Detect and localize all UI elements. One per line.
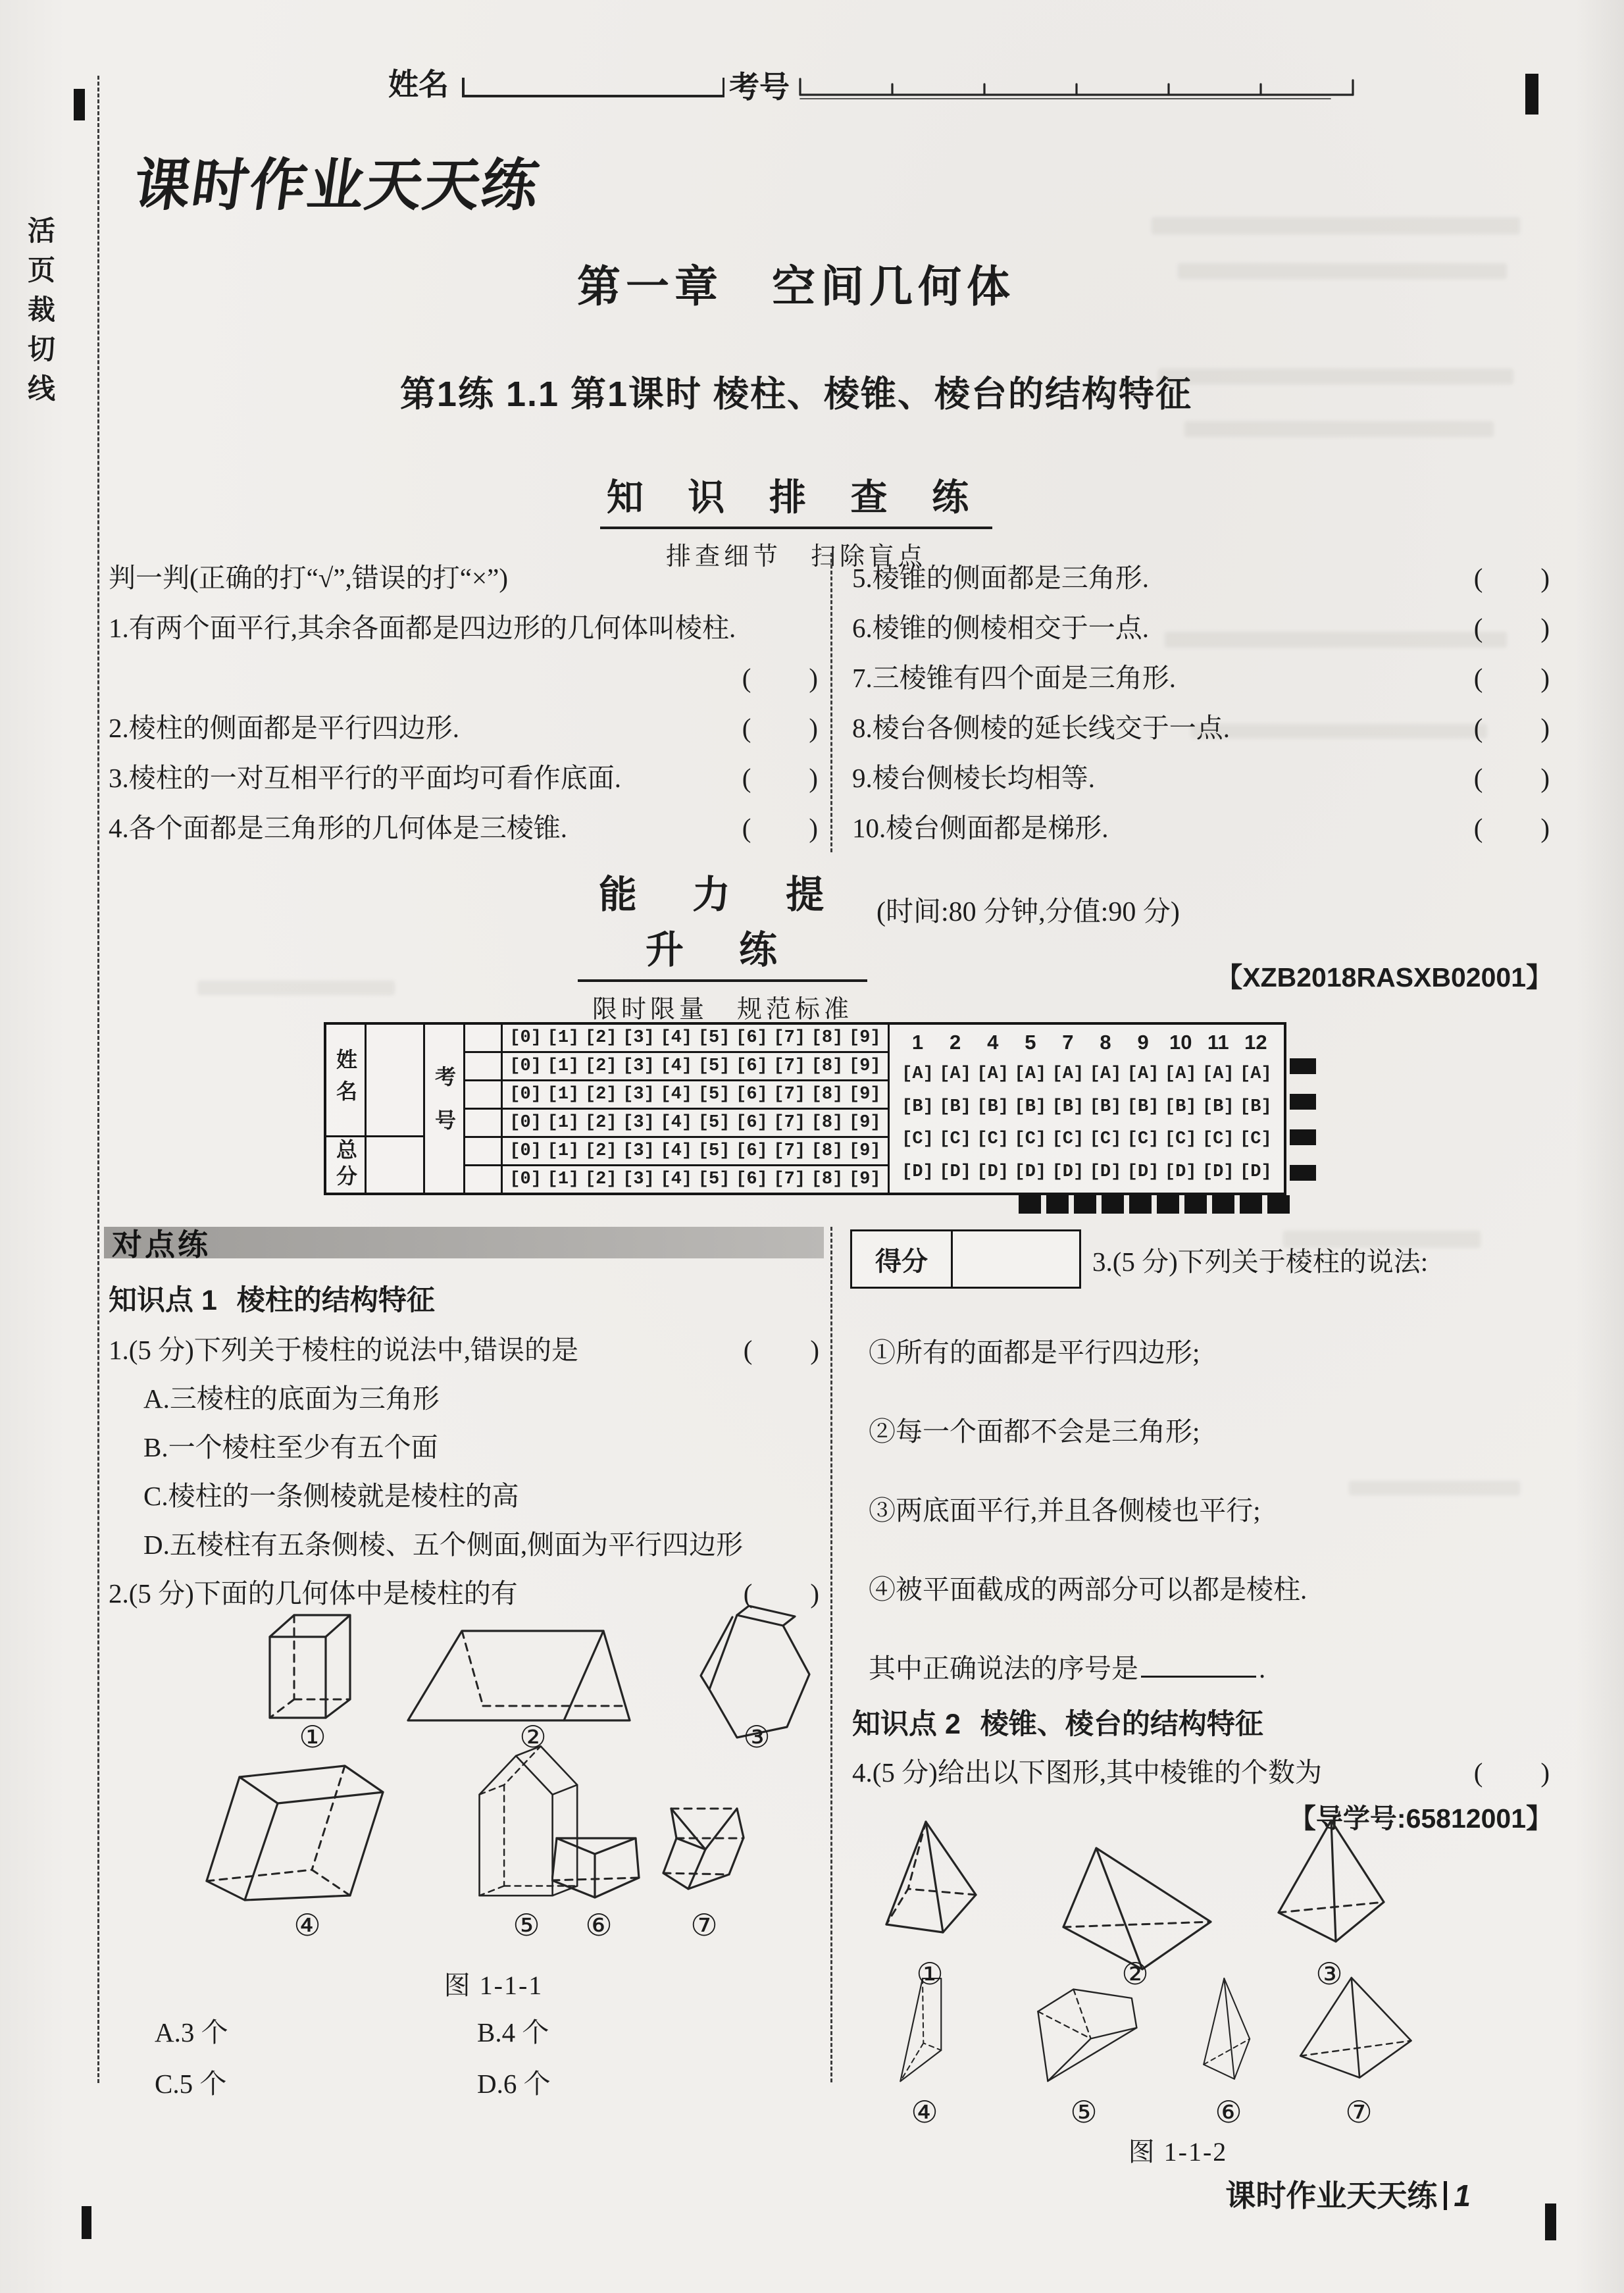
judge-question xyxy=(852,761,1551,811)
answer-brackets[interactable]: ( ) xyxy=(1473,713,1551,743)
digit-write-cell[interactable] xyxy=(465,1081,503,1108)
digit-bubble[interactable]: [8] xyxy=(811,1028,844,1048)
question-text: 4.各个面都是三角形的几何体是三棱锥. xyxy=(109,813,567,843)
ability-subtitle: 限时限量 规范标准 xyxy=(592,996,853,1023)
prism-figure-1 xyxy=(260,1607,359,1720)
figure-item-label: ⑥ xyxy=(1215,2096,1242,2129)
digit-bubble[interactable]: [6] xyxy=(736,1141,768,1161)
answer-brackets[interactable]: ( ) xyxy=(742,813,819,843)
registration-mark xyxy=(1129,1195,1152,1214)
judge-question xyxy=(852,661,1551,711)
score-value-cell[interactable] xyxy=(953,1231,1079,1287)
digit-bubble[interactable]: [8] xyxy=(811,1113,844,1133)
option-bubble[interactable]: [A] xyxy=(939,1064,971,1084)
card-total-label: 总分 xyxy=(334,1139,357,1191)
digit-bubble-grid xyxy=(465,1025,890,1193)
kp2-label: 知识点 2 xyxy=(852,1709,961,1740)
option-bubble[interactable]: [B] xyxy=(1089,1096,1122,1117)
registration-mark xyxy=(1102,1195,1124,1214)
question-1-options xyxy=(143,1377,821,1572)
digit-row xyxy=(465,1110,888,1138)
ability-header xyxy=(578,863,867,1025)
choice-option: A.3 个 xyxy=(155,2017,228,2048)
digit-bubble[interactable]: [9] xyxy=(849,1113,881,1133)
footer-divider xyxy=(1444,2181,1447,2210)
digit-bubble[interactable]: [3] xyxy=(622,1056,655,1076)
registration-mark xyxy=(1267,1195,1290,1214)
choice-option: D.五棱柱有五条侧棱、五个侧面,侧面为平行四边形 xyxy=(143,1530,744,1560)
figure-item-label: ① xyxy=(299,1720,326,1754)
guide-number: 【导学号:65812001】 xyxy=(1288,1803,1553,1834)
digit-bubble[interactable]: [6] xyxy=(736,1085,768,1104)
digit-bubble[interactable]: [0] xyxy=(509,1028,542,1048)
question-number: 9 xyxy=(1137,1031,1149,1054)
option-bubble[interactable]: [D] xyxy=(901,1162,934,1183)
option-bubble[interactable]: [D] xyxy=(1164,1162,1197,1183)
option-row xyxy=(899,1123,1275,1156)
digit-bubble[interactable]: [0] xyxy=(509,1056,542,1076)
footer-brand: 课时作业天天练 xyxy=(1225,2178,1438,2213)
answer-brackets[interactable]: ( ) xyxy=(742,763,819,793)
option-bubble[interactable]: [D] xyxy=(1240,1162,1272,1183)
registration-mark xyxy=(1046,1195,1069,1214)
question-text: 9.棱台侧棱长均相等. xyxy=(852,763,1095,793)
digit-bubble[interactable]: [8] xyxy=(811,1056,844,1076)
answer-brackets[interactable]: ( ) xyxy=(1473,813,1551,843)
column-divider xyxy=(830,1227,832,2082)
lesson-title: 第1练 1.1 第1课时 棱柱、棱锥、棱台的结构特征 xyxy=(399,374,1193,414)
choice-option: A.三棱柱的底面为三角形 xyxy=(143,1383,440,1414)
option-bubble[interactable]: [A] xyxy=(1127,1064,1159,1084)
judge-question xyxy=(852,561,1551,611)
answer-brackets[interactable]: ( ) xyxy=(1473,763,1551,793)
registration-mark xyxy=(1290,1058,1316,1074)
option-bubble[interactable]: [C] xyxy=(977,1129,1009,1150)
option-bubble[interactable]: [B] xyxy=(1164,1096,1197,1117)
cut-line xyxy=(97,76,99,2083)
answer-brackets[interactable]: ( ) xyxy=(742,663,819,693)
question-text: 6.棱锥的侧棱相交于一点. xyxy=(852,613,1149,643)
digit-bubble[interactable]: [5] xyxy=(698,1056,730,1076)
digit-bubble[interactable]: [3] xyxy=(622,1141,655,1161)
pyramid-figure-6 xyxy=(1190,1976,1265,2082)
pyramid-figure-2 xyxy=(1058,1843,1216,1974)
student-name-label: 姓名 xyxy=(388,67,449,101)
prism-figure-6 xyxy=(551,1820,642,1902)
judge-question xyxy=(852,811,1551,861)
score-box xyxy=(850,1229,1081,1289)
digit-bubble[interactable]: [0] xyxy=(509,1170,542,1189)
kp2-title: 棱锥、棱台的结构特征 xyxy=(980,1709,1263,1740)
digit-bubble[interactable]: [4] xyxy=(660,1056,693,1076)
digit-bubble[interactable]: [9] xyxy=(849,1141,881,1161)
pyramid-figure-5 xyxy=(1008,1984,1156,2083)
fill-suffix: . xyxy=(1259,1653,1266,1684)
digit-write-cell[interactable] xyxy=(465,1025,503,1051)
digit-bubble[interactable]: [9] xyxy=(849,1028,881,1048)
ability-time-score: (时间:80 分钟,分值:90 分) xyxy=(876,897,1180,927)
digit-bubble[interactable]: [2] xyxy=(584,1085,617,1104)
question-number: 2 xyxy=(950,1031,961,1054)
column-divider xyxy=(830,553,832,852)
answer-brackets[interactable]: ( ) xyxy=(743,1335,821,1365)
digit-bubbles xyxy=(503,1025,888,1051)
knowledge-point-1 xyxy=(109,1278,435,1318)
fill-blank[interactable] xyxy=(1141,1669,1256,1678)
digit-bubble[interactable]: [4] xyxy=(660,1170,693,1189)
digit-bubble[interactable]: [1] xyxy=(547,1141,580,1161)
digit-bubble[interactable]: [7] xyxy=(773,1085,806,1104)
option-bubble[interactable]: [A] xyxy=(1089,1064,1122,1084)
digit-bubble[interactable]: [9] xyxy=(849,1170,881,1189)
digit-bubble[interactable]: [6] xyxy=(736,1028,768,1048)
option-bubble[interactable]: [B] xyxy=(1052,1096,1084,1117)
figure-item-label: ① xyxy=(916,1957,944,1991)
option-bubble[interactable]: [D] xyxy=(1127,1162,1159,1183)
kp1-title: 棱柱的结构特征 xyxy=(236,1285,435,1316)
answer-brackets[interactable]: ( ) xyxy=(1473,1757,1551,1788)
digit-bubble[interactable]: [9] xyxy=(849,1085,881,1104)
digit-bubble[interactable]: [1] xyxy=(547,1170,580,1189)
registration-mark xyxy=(1525,74,1538,115)
option-bubble[interactable]: [B] xyxy=(977,1096,1009,1117)
option-bubble[interactable]: [D] xyxy=(1052,1162,1084,1183)
registration-mark xyxy=(1212,1195,1234,1214)
question-text: 10.棱台侧面都是梯形. xyxy=(852,813,1109,843)
card-exam-label: 考号 xyxy=(432,1065,456,1152)
question-4 xyxy=(852,1751,1551,1790)
pyramid-figure-4 xyxy=(887,1976,959,2084)
digit-bubble[interactable]: [4] xyxy=(660,1028,693,1048)
question-text: 7.三棱锥有四个面是三角形. xyxy=(852,663,1176,693)
digit-bubble[interactable]: [6] xyxy=(736,1113,768,1133)
digit-bubble[interactable]: [2] xyxy=(584,1170,617,1189)
section-bar xyxy=(104,1227,824,1262)
digit-bubble[interactable]: [2] xyxy=(584,1028,617,1048)
statement-item: ③两底面平行,并且各侧棱也平行; xyxy=(869,1495,1261,1526)
option-bubble[interactable]: [A] xyxy=(1052,1064,1084,1084)
prism-figure-4 xyxy=(199,1761,416,1902)
option-bubble[interactable]: [C] xyxy=(1089,1129,1122,1150)
digit-bubble[interactable]: [3] xyxy=(622,1028,655,1048)
choice-option: D.6 个 xyxy=(477,2069,551,2099)
figure-item-label: ⑤ xyxy=(513,1909,540,1942)
page-footer xyxy=(1112,2172,1471,2215)
digit-bubble[interactable]: [0] xyxy=(509,1085,542,1104)
choice-option: B.4 个 xyxy=(477,2017,549,2048)
digit-bubble[interactable]: [7] xyxy=(773,1141,806,1161)
knowledge-check-header xyxy=(112,469,1481,572)
digit-bubble[interactable]: [5] xyxy=(698,1141,730,1161)
digit-bubble[interactable]: [1] xyxy=(547,1028,580,1048)
footer-page-number: 1 xyxy=(1454,2178,1471,2213)
option-bubble[interactable]: [C] xyxy=(1127,1129,1159,1150)
option-bubble[interactable]: [B] xyxy=(1127,1096,1159,1117)
option-bubble[interactable]: [D] xyxy=(1014,1162,1047,1183)
figure-item-label: ④ xyxy=(293,1909,321,1942)
question-number: 1 xyxy=(911,1031,924,1054)
answer-card xyxy=(324,1022,1286,1195)
question-number: 5 xyxy=(1025,1031,1036,1054)
option-bubble[interactable]: [D] xyxy=(977,1162,1009,1183)
judge-question-brackets-line xyxy=(109,661,819,711)
figure-item-label: ⑦ xyxy=(1345,2096,1373,2129)
knowledge-check-title: 知 识 排 查 练 xyxy=(600,469,992,529)
digit-bubbles xyxy=(503,1110,888,1136)
question-number: 7 xyxy=(1062,1031,1074,1054)
ability-code: 【XZB2018RASXB02001】 xyxy=(1215,962,1553,992)
answer-card-write-in[interactable] xyxy=(367,1025,425,1193)
digit-bubble[interactable]: [7] xyxy=(773,1028,806,1048)
figure-item-label: ⑤ xyxy=(1070,2096,1098,2129)
chapter-title: 第一章 空间几何体 xyxy=(577,262,1015,311)
pyramid-figure-1 xyxy=(878,1818,980,1940)
digit-bubble[interactable]: [8] xyxy=(811,1085,844,1104)
option-bubble[interactable]: [A] xyxy=(977,1064,1009,1084)
kp1-label: 知识点 1 xyxy=(109,1285,217,1316)
option-bubble[interactable]: [C] xyxy=(1014,1129,1047,1150)
option-bubble[interactable]: [A] xyxy=(901,1064,934,1084)
workbook-masthead: 课时作业天天练 xyxy=(130,154,544,217)
question-1-stem: 1.(5 分)下列关于棱柱的说法中,错误的是 xyxy=(109,1335,579,1365)
option-bubble[interactable]: [A] xyxy=(1202,1064,1234,1084)
answer-brackets[interactable]: ( ) xyxy=(743,1578,821,1609)
figure-item-label: ⑦ xyxy=(690,1909,718,1942)
digit-bubble[interactable]: [6] xyxy=(736,1056,768,1076)
question-text: 2.棱柱的侧面都是平行四边形. xyxy=(109,713,459,743)
digit-row xyxy=(465,1053,888,1081)
digit-bubble[interactable]: [8] xyxy=(811,1141,844,1161)
option-bubble[interactable]: [A] xyxy=(1240,1064,1272,1084)
registration-mark xyxy=(1545,2203,1556,2240)
figure-item-label: ② xyxy=(1121,1957,1149,1991)
digit-write-cell[interactable] xyxy=(465,1138,503,1164)
digit-write-cell[interactable] xyxy=(465,1110,503,1136)
registration-mark xyxy=(1290,1165,1316,1181)
section-bar-label: 对点练 xyxy=(112,1227,211,1262)
question-text: 8.棱台各侧棱的延长线交于一点. xyxy=(852,713,1230,743)
answer-brackets[interactable]: ( ) xyxy=(1473,563,1551,593)
question-3-stem: 3.(5 分)下列关于棱柱的说法: xyxy=(1092,1247,1429,1277)
digit-write-cell[interactable] xyxy=(465,1166,503,1193)
digit-bubble[interactable]: [5] xyxy=(698,1170,730,1189)
answer-brackets[interactable]: ( ) xyxy=(1473,613,1551,643)
question-text: 1.有两个面平行,其余各面都是四边形的几何体叫棱柱. xyxy=(109,613,736,643)
registration-mark xyxy=(1019,1195,1041,1214)
knowledge-point-2 xyxy=(852,1702,1263,1742)
digit-bubble[interactable]: [9] xyxy=(849,1056,881,1076)
option-bubble[interactable]: [D] xyxy=(939,1162,971,1183)
registration-mark xyxy=(1157,1195,1179,1214)
option-bubble[interactable]: [A] xyxy=(1164,1064,1197,1084)
figure-item-label: ③ xyxy=(743,1720,771,1754)
option-rows xyxy=(899,1058,1275,1189)
digit-bubble[interactable]: [5] xyxy=(698,1028,730,1048)
option-bubble[interactable]: [B] xyxy=(1014,1096,1047,1117)
judge-question xyxy=(109,611,819,661)
registration-mark xyxy=(1290,1094,1316,1110)
digit-bubble[interactable]: [0] xyxy=(509,1141,542,1161)
option-bubble-grid xyxy=(890,1025,1284,1193)
option-bubble[interactable]: [B] xyxy=(1202,1096,1234,1117)
digit-bubble[interactable]: [6] xyxy=(736,1170,768,1189)
registration-mark xyxy=(1240,1195,1262,1214)
digit-bubbles xyxy=(503,1166,888,1193)
answer-brackets[interactable]: ( ) xyxy=(742,713,819,743)
judge-questions-left xyxy=(109,561,819,861)
digit-bubble[interactable]: [1] xyxy=(547,1056,580,1076)
digit-bubble[interactable]: [0] xyxy=(509,1113,542,1133)
choice-option: C.5 个 xyxy=(155,2069,227,2099)
digit-bubbles xyxy=(503,1053,888,1079)
digit-bubble[interactable]: [1] xyxy=(547,1085,580,1104)
question-2-options xyxy=(155,2011,799,2113)
registration-mark xyxy=(74,89,85,120)
digit-bubbles xyxy=(503,1081,888,1108)
score-label: 得分 xyxy=(852,1231,953,1287)
judge-question xyxy=(109,711,819,761)
answer-brackets[interactable]: ( ) xyxy=(1473,663,1551,693)
digit-bubble[interactable]: [2] xyxy=(584,1141,617,1161)
question-4-stem: 4.(5 分)给出以下图形,其中棱锥的个数为 xyxy=(852,1757,1323,1788)
digit-row xyxy=(465,1081,888,1110)
question-text: 5.棱锥的侧面都是三角形. xyxy=(852,563,1149,593)
option-row xyxy=(899,1058,1275,1091)
digit-bubble[interactable]: [7] xyxy=(773,1056,806,1076)
digit-bubble[interactable]: [5] xyxy=(698,1085,730,1104)
answer-card-labels xyxy=(326,1025,367,1193)
digit-bubble[interactable]: [2] xyxy=(584,1056,617,1076)
figure-2-caption: 图 1-1-2 xyxy=(1128,2137,1228,2167)
judge-intro: 判一判(正确的打“√”,错误的打“×”) xyxy=(109,563,508,593)
figure-item-label: ⑥ xyxy=(585,1909,613,1942)
option-row xyxy=(899,1156,1275,1189)
digit-bubble[interactable]: [3] xyxy=(622,1170,655,1189)
option-bubble[interactable]: [C] xyxy=(1202,1129,1234,1150)
judge-questions-right xyxy=(852,561,1551,861)
judge-question xyxy=(109,761,819,811)
figure-item-label: ② xyxy=(519,1720,547,1754)
option-bubble[interactable]: [D] xyxy=(1202,1162,1234,1183)
question-number: 12 xyxy=(1244,1031,1267,1054)
option-bubble[interactable]: [B] xyxy=(1240,1096,1272,1117)
digit-row xyxy=(465,1166,888,1193)
digit-bubble[interactable]: [3] xyxy=(622,1085,655,1104)
registration-mark xyxy=(82,2206,91,2239)
digit-row xyxy=(465,1138,888,1166)
question-2-stem: 2.(5 分)下面的几何体中是棱柱的有 xyxy=(109,1578,518,1609)
digit-bubble[interactable]: [4] xyxy=(660,1085,693,1104)
digit-bubble[interactable]: [4] xyxy=(660,1141,693,1161)
digit-write-cell[interactable] xyxy=(465,1053,503,1079)
figure-item-label: ③ xyxy=(1315,1957,1343,1991)
option-bubble[interactable]: [C] xyxy=(939,1129,971,1150)
choice-option: C.棱柱的一条侧棱就是棱柱的高 xyxy=(143,1481,519,1511)
digit-bubble[interactable]: [4] xyxy=(660,1113,693,1133)
figure-1-caption: 图 1-1-1 xyxy=(444,1971,544,2000)
digit-bubble[interactable]: [7] xyxy=(773,1113,806,1133)
question-text: 3.棱柱的一对互相平行的平面均可看作底面. xyxy=(109,763,621,793)
statement-item: ④被平面截成的两部分可以都是棱柱. xyxy=(869,1574,1307,1605)
question-1 xyxy=(109,1328,821,1367)
digit-bubble[interactable]: [1] xyxy=(547,1113,580,1133)
choice-option: B.一个棱柱至少有五个面 xyxy=(143,1432,438,1462)
option-bubble[interactable]: [C] xyxy=(1240,1129,1272,1150)
statement-item: ②每一个面都不会是三角形; xyxy=(869,1416,1200,1447)
cut-line-label: 活页裁切线 xyxy=(24,216,55,413)
exam-number-field[interactable] xyxy=(798,74,1377,100)
registration-mark xyxy=(1074,1195,1096,1214)
prism-figure-7 xyxy=(659,1802,748,1897)
statement-item: ①所有的面都是平行四边形; xyxy=(869,1337,1200,1368)
registration-mark xyxy=(1290,1129,1316,1145)
exam-number-label: 考号 xyxy=(729,70,790,104)
fill-prefix: 其中正确说法的序号是 xyxy=(869,1653,1138,1684)
digit-bubble[interactable]: [7] xyxy=(773,1170,806,1189)
digit-row xyxy=(465,1025,888,1053)
option-bubble[interactable]: [C] xyxy=(1052,1129,1084,1150)
option-bubble[interactable]: [C] xyxy=(901,1129,934,1150)
question-number: 10 xyxy=(1169,1031,1192,1054)
judge-question xyxy=(109,811,819,861)
option-bubble[interactable]: [D] xyxy=(1089,1162,1122,1183)
option-bubble[interactable]: [C] xyxy=(1164,1129,1197,1150)
digit-bubble[interactable]: [8] xyxy=(811,1170,844,1189)
digit-bubble[interactable]: [2] xyxy=(584,1113,617,1133)
digit-bubble[interactable]: [5] xyxy=(698,1113,730,1133)
option-bubble[interactable]: [B] xyxy=(901,1096,934,1117)
digit-bubble[interactable]: [3] xyxy=(622,1113,655,1133)
card-name-label: 姓名 xyxy=(334,1048,357,1112)
option-row xyxy=(899,1091,1275,1123)
registration-mark xyxy=(1184,1195,1207,1214)
question-number-row xyxy=(899,1027,1275,1058)
pyramid-figure-3 xyxy=(1273,1815,1388,1947)
digit-bubbles xyxy=(503,1138,888,1164)
ability-title: 能 力 提 升 练 xyxy=(578,863,867,982)
question-number: 4 xyxy=(987,1031,999,1054)
option-bubble[interactable]: [B] xyxy=(939,1096,971,1117)
knowledge-check-subtitle: 排查细节 扫除盲点 xyxy=(665,543,926,571)
question-3-fill xyxy=(869,1647,1265,1686)
prism-figure-2 xyxy=(403,1624,666,1723)
figure-item-label: ④ xyxy=(911,2096,938,2129)
student-name-field[interactable] xyxy=(462,78,724,97)
question-number: 11 xyxy=(1207,1031,1229,1054)
question-number: 8 xyxy=(1100,1031,1111,1054)
option-bubble[interactable]: [A] xyxy=(1014,1064,1047,1084)
